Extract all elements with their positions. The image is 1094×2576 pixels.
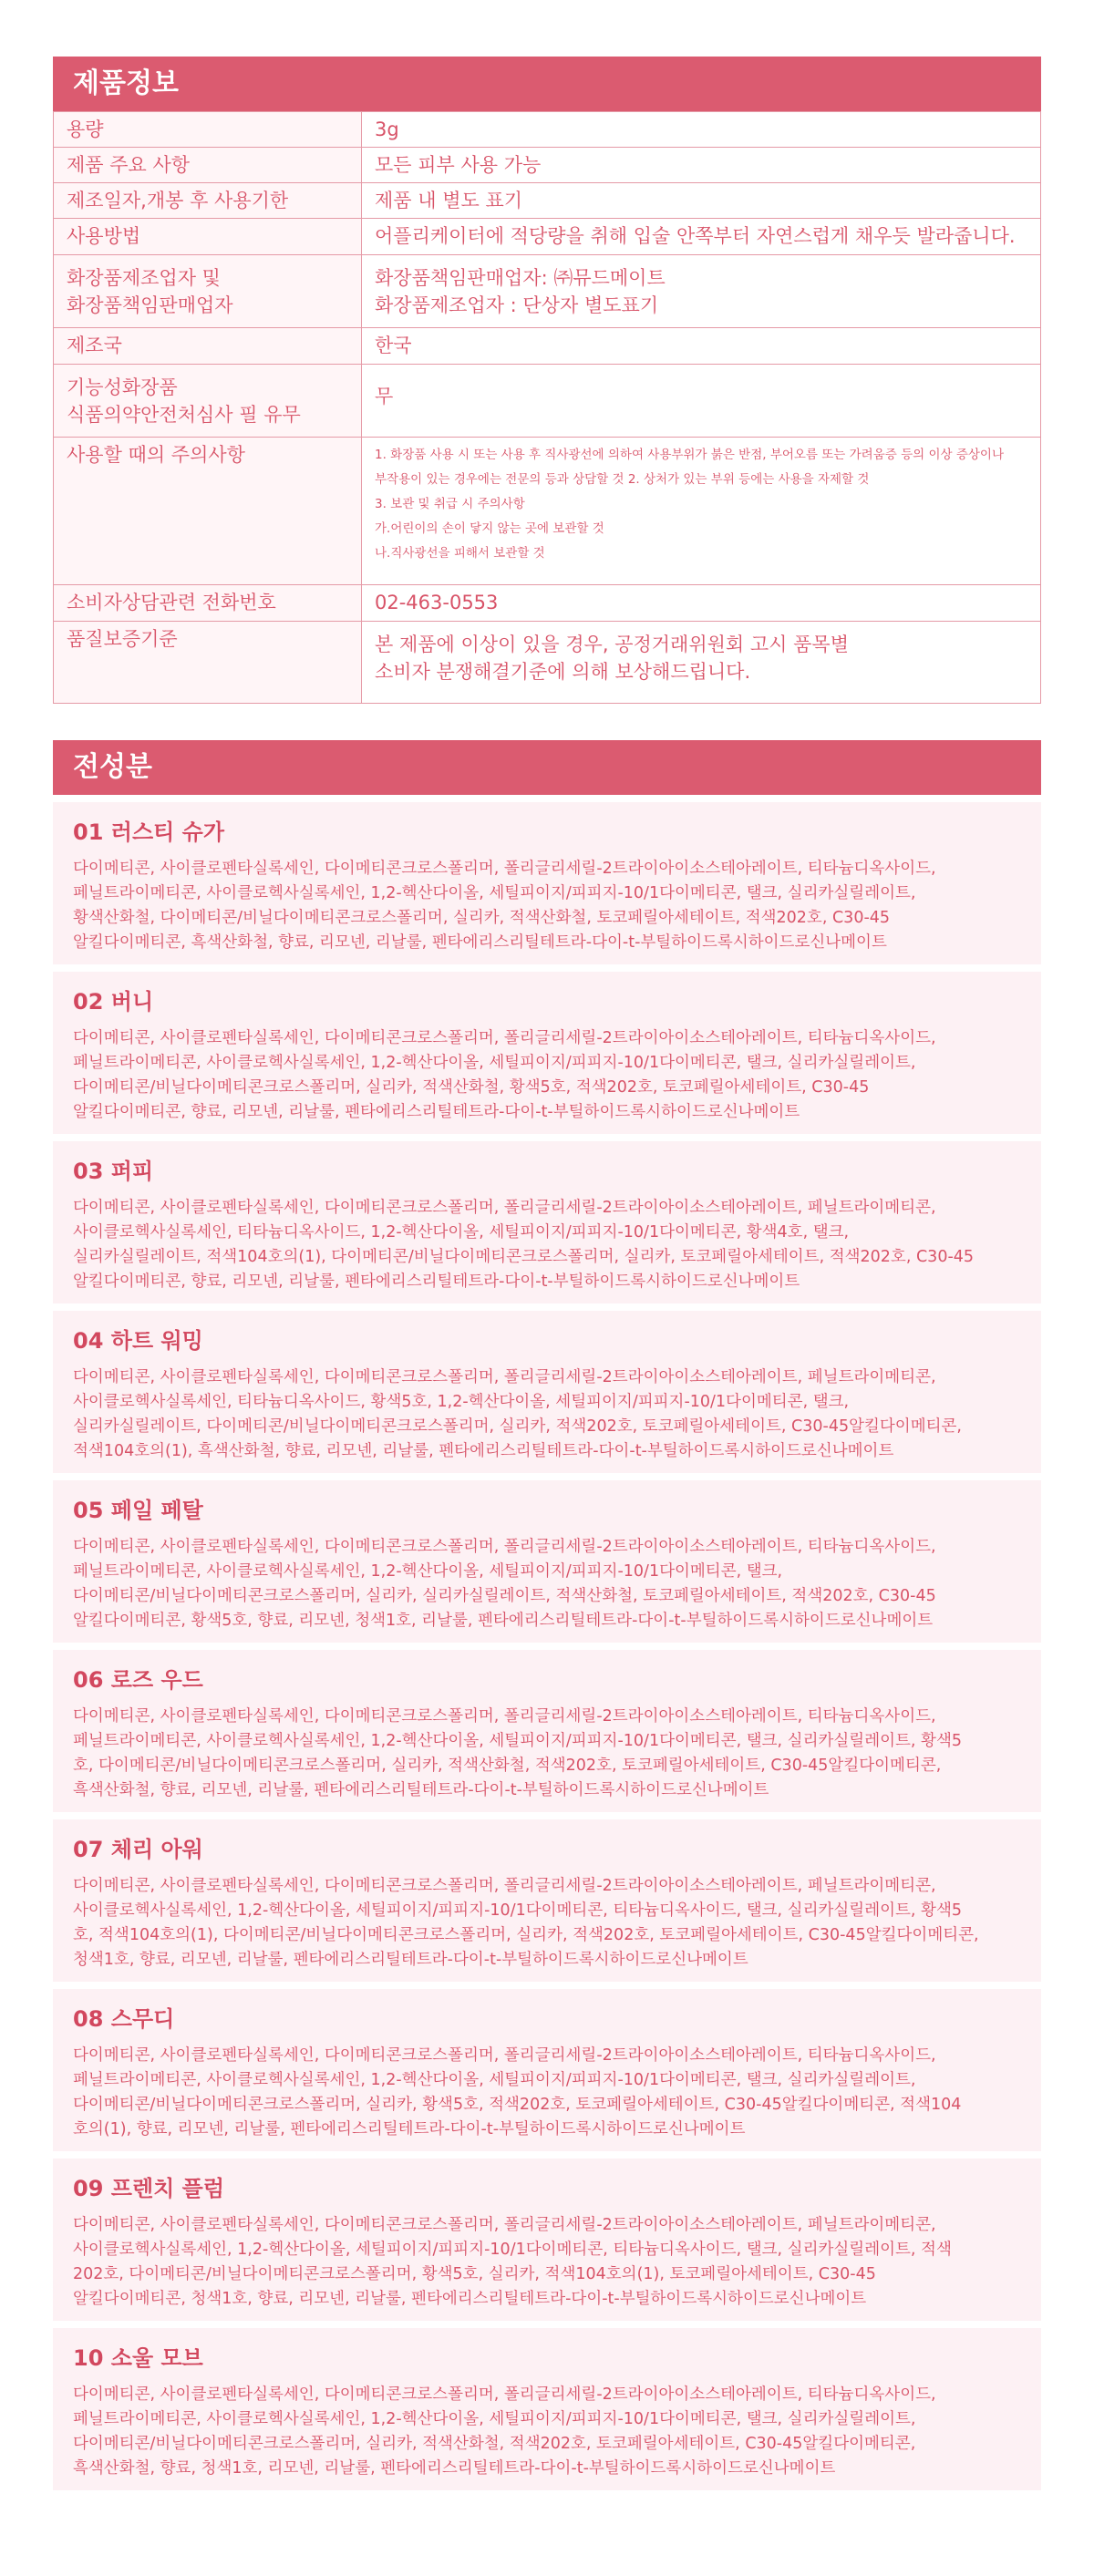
text-line: 호, 적색104호의(1), 다이메티콘/비닐다이메티콘크로스폴리머, 실리카, 적색202호, 토코페릴아세테이트, C30-45알킬다이메티콘,	[73, 1926, 979, 1944]
text-line: 페닐트라이메티콘, 사이클로헥사실록세인, 1,2-헥산다이올, 세틸피이지/피피지-10/1다이메티콘, 탤크, 실리카실릴레이트,	[73, 2410, 916, 2428]
ingredient-text	[73, 1196, 1021, 1294]
text-line: 호의(1), 향료, 리모넨, 리날룰, 펜타에리스리틸테트라-다이-t-부틸하이드록시하이드로신나메이트	[73, 2120, 746, 2138]
ingredient-text	[73, 2383, 1021, 2481]
ingredient-text	[73, 2213, 1021, 2312]
ingredient-title: 01 러스티 슈가	[73, 819, 225, 845]
text-line: 사이클로헥사실록세인, 1,2-헥산다이올, 세틸피이지/피피지-10/1다이메티콘, 티타늄디옥사이드, 탤크, 실리카실릴레이트, 적색	[73, 2241, 952, 2259]
info-value	[362, 183, 1041, 219]
info-value	[362, 622, 1041, 704]
info-value	[362, 438, 1041, 585]
info-value	[362, 328, 1041, 365]
info-label	[54, 328, 362, 365]
info-label	[54, 219, 362, 255]
text-line: 다이메티콘, 사이클로펜타실록세인, 다이메티콘크로스폴리머, 폴리글리세릴-2트라이아이소스테아레이트, 페닐트라이메티콘,	[73, 1199, 936, 1217]
text-line: 페닐트라이메티콘, 사이클로헥사실록세인, 1,2-헥산다이올, 세틸피이지/피피지-10/1다이메티콘, 탤크,	[73, 1562, 783, 1581]
ingredients-header: 전성분	[53, 740, 1041, 795]
ingredient-title: 05 페일 페탈	[73, 1498, 203, 1523]
info-value	[362, 148, 1041, 183]
info-row	[54, 622, 1041, 704]
text-line: 식품의약안전처심사 필 유무	[67, 404, 301, 426]
text-line: 어플리케이터에 적당량을 취해 입술 안쪽부터 자연스럽게 채우듯 발라줍니다.	[375, 225, 1016, 247]
info-label	[54, 622, 362, 704]
text-line: 가.어린이의 손이 닿지 않는 곳에 보관할 것	[375, 521, 604, 536]
text-line: 다이메티콘, 사이클로펜타실록세인, 다이메티콘크로스폴리머, 폴리글리세릴-2트라이아이소스테아레이트, 페닐트라이메티콘,	[73, 1877, 936, 1895]
text-line: 기능성화장품	[67, 376, 178, 398]
text-line: 소비자 분쟁해결기준에 의해 보상해드립니다.	[375, 661, 751, 683]
text-line: 화장품제조업자 및	[67, 267, 221, 289]
info-value	[362, 112, 1041, 148]
text-line: 나.직사광선을 피해서 보관할 것	[375, 546, 545, 561]
text-line: 모든 피부 사용 가능	[375, 154, 542, 176]
ingredient-title: 02 버니	[73, 989, 154, 1015]
text-line: 페닐트라이메티콘, 사이클로헥사실록세인, 1,2-헥산다이올, 세틸피이지/피피지-10/1다이메티콘, 탤크, 실리카실릴레이트, 황색5	[73, 1732, 962, 1750]
text-line: 화장품책임판매업자	[67, 294, 233, 316]
ingredient-block	[53, 972, 1041, 1134]
text-line: 다이메티콘/비닐다이메티콘크로스폴리머, 실리카, 적색산화철, 적색202호, 토코페릴아세테이트, C30-45알킬다이메티콘,	[73, 2435, 916, 2453]
text-line: 알킬다이메티콘, 청색1호, 향료, 리모넨, 리날룰, 펜타에리스리틸테트라-다이-t-부틸하이드록시하이드로신나메이트	[73, 2290, 867, 2308]
info-label	[54, 183, 362, 219]
product-info-table	[53, 111, 1041, 704]
info-label	[54, 365, 362, 438]
info-row	[54, 148, 1041, 183]
info-label	[54, 438, 362, 585]
text-line: 다이메티콘/비닐다이메티콘크로스폴리머, 실리카, 황색5호, 적색202호, 토코페릴아세테이트, C30-45알킬다이메티콘, 적색104	[73, 2096, 962, 2114]
text-line: 한국	[375, 335, 412, 356]
ingredient-text	[73, 1535, 1021, 1633]
text-line: 흑색산화철, 향료, 리모넨, 리날룰, 펜타에리스리틸테트라-다이-t-부틸하이드록시하이드로신나메이트	[73, 1781, 769, 1799]
info-label	[54, 148, 362, 183]
ingredient-block	[53, 1650, 1041, 1812]
text-line: 다이메티콘, 사이클로펜타실록세인, 다이메티콘크로스폴리머, 폴리글리세릴-2트라이아이소스테아레이트, 티타늄디옥사이드,	[73, 860, 936, 878]
text-line: 3g	[375, 118, 399, 140]
text-line: 다이메티콘/비닐다이메티콘크로스폴리머, 실리카, 적색산화철, 황색5호, 적색202호, 토코페릴아세테이트, C30-45	[73, 1078, 870, 1097]
ingredient-block	[53, 2159, 1041, 2321]
text-line: 다이메티콘, 사이클로펜타실록세인, 다이메티콘크로스폴리머, 폴리글리세릴-2트라이아이소스테아레이트, 티타늄디옥사이드,	[73, 1707, 936, 1726]
text-line: 다이메티콘, 사이클로펜타실록세인, 다이메티콘크로스폴리머, 폴리글리세릴-2트라이아이소스테아레이트, 티타늄디옥사이드,	[73, 2046, 936, 2065]
ingredient-block	[53, 1480, 1041, 1643]
text-line: 제품 내 별도 표기	[375, 190, 523, 211]
text-line: 용량	[67, 118, 104, 140]
text-line: 페닐트라이메티콘, 사이클로헥사실록세인, 1,2-헥산다이올, 세틸피이지/피피지-10/1다이메티콘, 탤크, 실리카실릴레이트,	[73, 884, 916, 902]
info-value	[362, 219, 1041, 255]
ingredients-list	[53, 802, 1041, 2490]
ingredient-block	[53, 2328, 1041, 2490]
text-line: 사이클로헥사실록세인, 1,2-헥산다이올, 세틸피이지/피피지-10/1다이메티콘, 티타늄디옥사이드, 탤크, 실리카실릴레이트, 황색5	[73, 1901, 962, 1920]
text-line: 청색1호, 향료, 리모넨, 리날룰, 펜타에리스리틸테트라-다이-t-부틸하이드록시하이드로신나메이트	[73, 1951, 748, 1969]
info-label	[54, 112, 362, 148]
ingredient-text	[73, 2044, 1021, 2142]
info-row	[54, 112, 1041, 148]
text-line: 알킬다이메티콘, 향료, 리모넨, 리날룰, 펜타에리스리틸테트라-다이-t-부틸하이드록시하이드로신나메이트	[73, 1103, 800, 1121]
text-line: 알킬다이메티콘, 향료, 리모넨, 리날룰, 펜타에리스리틸테트라-다이-t-부틸하이드록시하이드로신나메이트	[73, 1273, 800, 1291]
page-content	[53, 57, 1041, 2490]
text-line: 다이메티콘, 사이클로펜타실록세인, 다이메티콘크로스폴리머, 폴리글리세릴-2트라이아이소스테아레이트, 티타늄디옥사이드,	[73, 2385, 936, 2404]
ingredient-block	[53, 1311, 1041, 1473]
text-line: 제조국	[67, 335, 122, 356]
info-row	[54, 183, 1041, 219]
ingredient-block	[53, 1141, 1041, 1303]
text-line: 품질보증기준	[67, 628, 178, 650]
text-line: 적색104호의(1), 흑색산화철, 향료, 리모넨, 리날룰, 펜타에리스리틸테트라-다이-t-부틸하이드록시하이드로신나메이트	[73, 1442, 894, 1460]
info-label	[54, 585, 362, 622]
text-line: 제품 주요 사항	[67, 154, 191, 176]
info-value	[362, 585, 1041, 622]
text-line: 페닐트라이메티콘, 사이클로헥사실록세인, 1,2-헥산다이올, 세틸피이지/피피지-10/1다이메티콘, 탤크, 실리카실릴레이트,	[73, 2071, 916, 2089]
info-row	[54, 585, 1041, 622]
text-line: 황색산화철, 다이메티콘/비닐다이메티콘크로스폴리머, 실리카, 적색산화철, 토코페릴아세테이트, 적색202호, C30-45	[73, 909, 891, 927]
info-row	[54, 438, 1041, 585]
info-value	[362, 255, 1041, 328]
text-line: 부작용이 있는 경우에는 전문의 등과 상담할 것 2. 상처가 있는 부위 등에는 사용을 자제할 것	[375, 472, 870, 487]
text-line: 페닐트라이메티콘, 사이클로헥사실록세인, 1,2-헥산다이올, 세틸피이지/피피지-10/1다이메티콘, 탤크, 실리카실릴레이트,	[73, 1054, 916, 1072]
text-line: 화장품책임판매업자: ㈜뮤드메이트	[375, 267, 666, 289]
text-line: 02-463-0553	[375, 592, 499, 613]
text-line: 다이메티콘, 사이클로펜타실록세인, 다이메티콘크로스폴리머, 폴리글리세릴-2트라이아이소스테아레이트, 페닐트라이메티콘,	[73, 1368, 936, 1386]
text-line: 다이메티콘, 사이클로펜타실록세인, 다이메티콘크로스폴리머, 폴리글리세릴-2트라이아이소스테아레이트, 티타늄디옥사이드,	[73, 1029, 936, 1047]
text-line: 실리카실릴레이트, 적색104호의(1), 다이메티콘/비닐다이메티콘크로스폴리머, 실리카, 토코페릴아세테이트, 적색202호, C30-45	[73, 1248, 975, 1266]
text-line: 사용방법	[67, 225, 141, 247]
ingredient-title: 10 소울 모브	[73, 2345, 203, 2371]
text-line: 3. 보관 및 취급 시 주의사항	[375, 497, 525, 511]
text-line: 사이클로헥사실록세인, 티타늄디옥사이드, 1,2-헥산다이올, 세틸피이지/피피지-10/1다이메티콘, 황색4호, 탤크,	[73, 1223, 850, 1242]
text-line: 1. 화장품 사용 시 또는 사용 후 직사광선에 의하여 사용부위가 붉은 반점, 부어오름 또는 가려움증 등의 이상 증상이나	[375, 448, 1005, 462]
ingredient-text	[73, 1705, 1021, 1803]
text-line: 실리카실릴레이트, 다이메티콘/비닐다이메티콘크로스폴리머, 실리카, 적색202호, 토코페릴아세테이트, C30-45알킬다이메티콘,	[73, 1417, 962, 1436]
text-line: 알킬다이메티콘, 황색5호, 향료, 리모넨, 청색1호, 리날룰, 펜타에리스리틸테트라-다이-t-부틸하이드록시하이드로신나메이트	[73, 1612, 934, 1630]
text-line: 무	[375, 386, 394, 407]
ingredient-text	[73, 1365, 1021, 1464]
text-line: 사용할 때의 주의사항	[67, 444, 245, 466]
text-line: 호, 다이메티콘/비닐다이메티콘크로스폴리머, 실리카, 적색산화철, 적색202호, 토코페릴아세테이트, C30-45알킬다이메티콘,	[73, 1757, 942, 1775]
ingredient-title: 08 스무디	[73, 2006, 175, 2032]
ingredient-title: 06 로즈 우드	[73, 1667, 203, 1693]
text-line: 알킬다이메티콘, 흑색산화철, 향료, 리모넨, 리날룰, 펜타에리스리틸테트라-다이-t-부틸하이드록시하이드로신나메이트	[73, 933, 887, 952]
text-line: 소비자상담관련 전화번호	[67, 592, 276, 613]
info-row	[54, 219, 1041, 255]
text-line: 제조일자,개봉 후 사용기한	[67, 190, 289, 211]
text-line: 사이클로헥사실록세인, 티타늄디옥사이드, 황색5호, 1,2-헥산다이올, 세틸피이지/피피지-10/1다이메티콘, 탤크,	[73, 1393, 850, 1411]
ingredient-text	[73, 1874, 1021, 1973]
ingredient-title: 03 퍼피	[73, 1159, 154, 1184]
info-row	[54, 255, 1041, 328]
text-line: 202호, 다이메티콘/비닐다이메티콘크로스폴리머, 황색5호, 실리카, 적색104호의(1), 토코페릴아세테이트, C30-45	[73, 2265, 876, 2283]
ingredient-title: 07 체리 아워	[73, 1837, 203, 1862]
ingredient-title: 09 프렌치 플럼	[73, 2176, 225, 2201]
text-line: 흑색산화철, 향료, 청색1호, 리모넨, 리날룰, 펜타에리스리틸테트라-다이-t-부틸하이드록시하이드로신나메이트	[73, 2459, 836, 2478]
info-row	[54, 328, 1041, 365]
ingredient-block	[53, 802, 1041, 964]
ingredient-block	[53, 1819, 1041, 1982]
ingredient-text	[73, 1026, 1021, 1125]
ingredient-text	[73, 857, 1021, 955]
info-row	[54, 365, 1041, 438]
text-line: 화장품제조업자 : 단상자 별도표기	[375, 294, 659, 316]
text-line: 다이메티콘, 사이클로펜타실록세인, 다이메티콘크로스폴리머, 폴리글리세릴-2트라이아이소스테아레이트, 티타늄디옥사이드,	[73, 1538, 936, 1556]
info-value	[362, 365, 1041, 438]
text-line: 다이메티콘/비닐다이메티콘크로스폴리머, 실리카, 실리카실릴레이트, 적색산화철, 토코페릴아세테이트, 적색202호, C30-45	[73, 1587, 936, 1605]
product-info-header: 제품정보	[53, 57, 1041, 111]
ingredient-block	[53, 1989, 1041, 2151]
ingredient-title: 04 하트 워밍	[73, 1328, 203, 1354]
info-label	[54, 255, 362, 328]
text-line: 다이메티콘, 사이클로펜타실록세인, 다이메티콘크로스폴리머, 폴리글리세릴-2트라이아이소스테아레이트, 페닐트라이메티콘,	[73, 2216, 936, 2234]
text-line: 본 제품에 이상이 있을 경우, 공정거래위원회 고시 품목별	[375, 634, 849, 655]
ingredients-section	[53, 740, 1041, 2490]
